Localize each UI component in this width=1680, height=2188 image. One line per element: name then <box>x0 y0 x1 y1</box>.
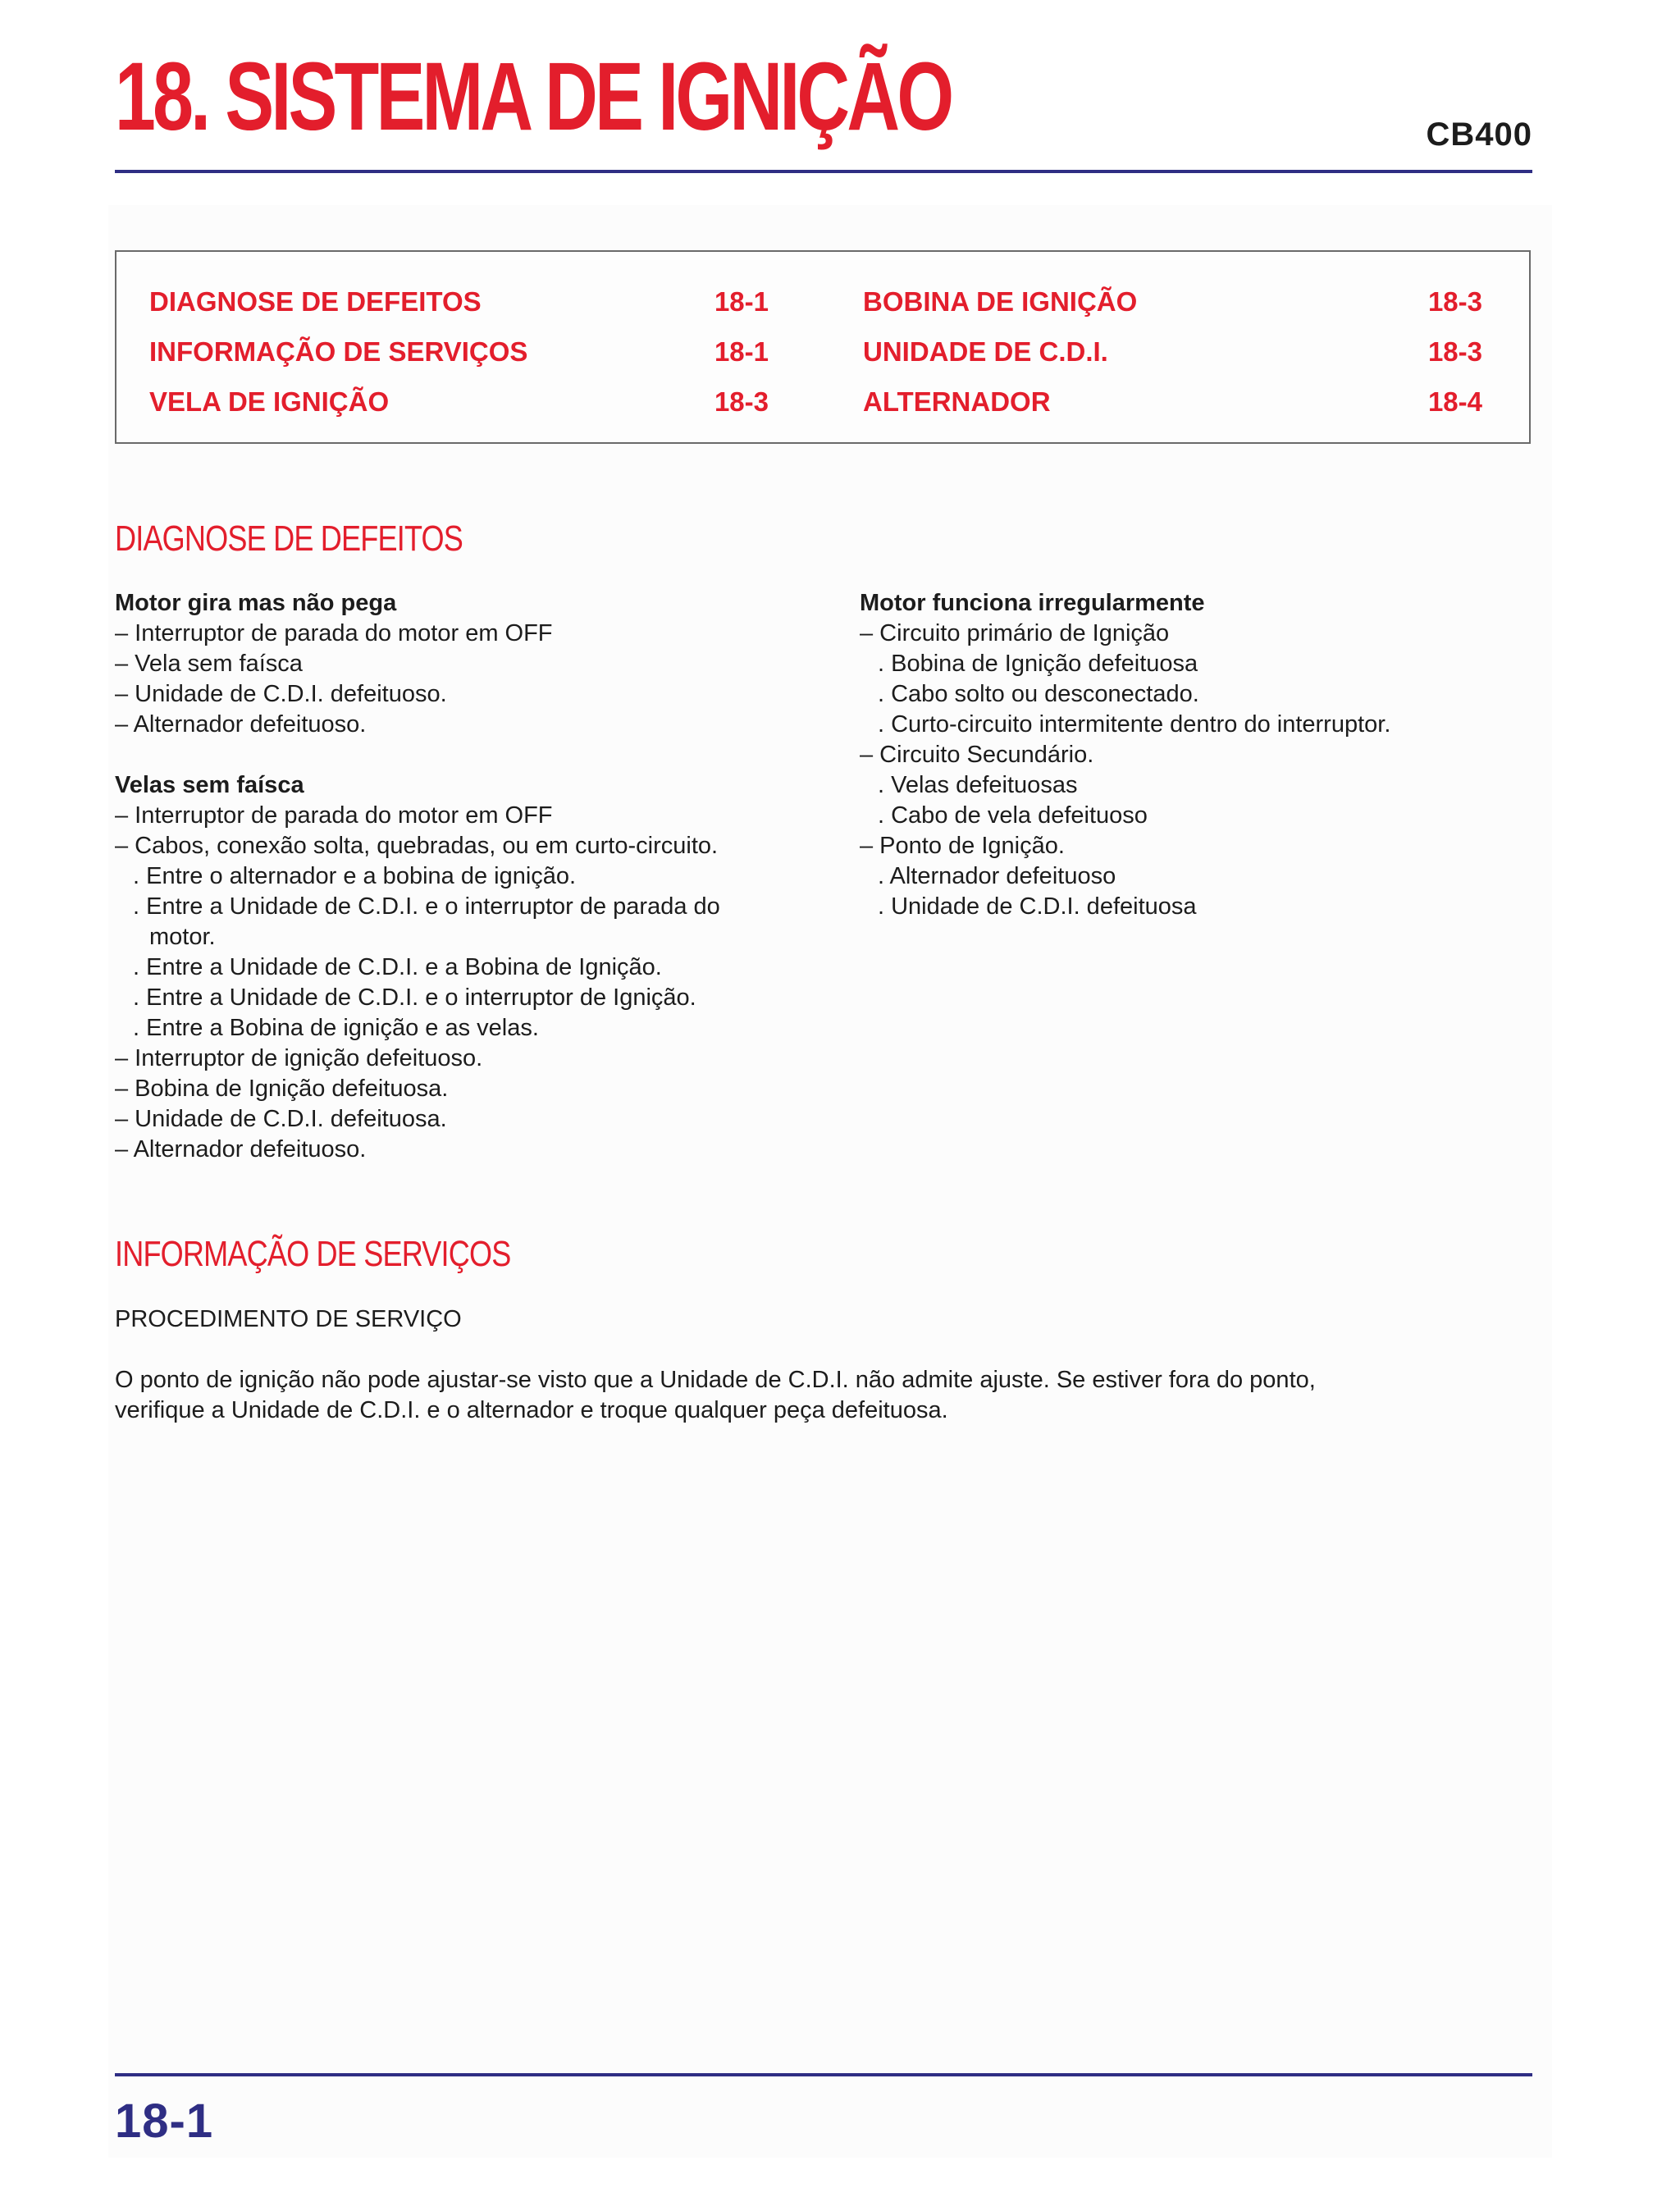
model-name: CB400 <box>1426 116 1532 153</box>
header-rule <box>115 170 1532 173</box>
list-item: – Ponto de Ignição. <box>860 833 1065 859</box>
list-item: – Unidade de C.D.I. defeituoso. <box>115 681 447 707</box>
toc-item-label: UNIDADE DE C.D.I. <box>863 336 1108 367</box>
list-item: – Vela sem faísca <box>115 651 303 677</box>
subheading: Velas sem faísca <box>115 772 304 798</box>
diagnose-right-column <box>860 588 1390 922</box>
service-paragraph-line: verifique a Unidade de C.D.I. e o alternador e troque qualquer peça defeituosa. <box>115 1397 948 1423</box>
subheading: Motor funciona irregularmente <box>860 590 1205 616</box>
list-item: . Entre o alternador e a bobina de ignição. <box>133 863 577 889</box>
list-item: . Bobina de Ignição defeituosa <box>878 651 1198 677</box>
toc-item[interactable] <box>149 377 769 427</box>
toc-column-left <box>149 276 769 427</box>
list-item: – Alternador defeituoso. <box>115 1136 367 1163</box>
toc-item[interactable] <box>149 327 769 377</box>
toc-item-label: BOBINA DE IGNIÇÃO <box>863 286 1138 317</box>
toc-item[interactable] <box>149 276 769 327</box>
chapter-title: 18. SISTEMA DE IGNIÇÃO <box>115 43 952 151</box>
list-item: – Interruptor de parada do motor em OFF <box>115 620 553 646</box>
toc-item-label: INFORMAÇÃO DE SERVIÇOS <box>149 336 528 367</box>
list-item: . Entre a Bobina de ignição e as velas. <box>133 1015 539 1041</box>
procedure-label: PROCEDIMENTO DE SERVIÇO <box>115 1306 462 1332</box>
list-item: . Entre a Unidade de C.D.I. e a Bobina de Ignição. <box>133 954 662 980</box>
toc-item-label: DIAGNOSE DE DEFEITOS <box>149 286 482 317</box>
list-item: . Entre a Unidade de C.D.I. e o interruptor de Ignição. <box>133 984 696 1011</box>
toc-item-page: 18-4 <box>1427 386 1482 417</box>
list-item: . Curto-circuito intermitente dentro do interruptor. <box>878 711 1391 738</box>
toc-item-page: 18-1 <box>714 286 769 317</box>
list-item: – Interruptor de ignição defeituoso. <box>115 1045 483 1071</box>
subheading: Motor gira mas não pega <box>115 590 397 616</box>
page-background <box>108 205 1552 2158</box>
toc-item-page: 18-3 <box>1427 336 1482 367</box>
list-item: – Bobina de Ignição defeituosa. <box>115 1076 449 1102</box>
service-info-body <box>115 1304 1316 1426</box>
toc-item-page: 18-3 <box>714 386 769 417</box>
footer-rule <box>115 2073 1532 2076</box>
service-paragraph-line: O ponto de ignição não pode ajustar-se visto que a Unidade de C.D.I. não admite ajuste. Se estiver fora do ponto, <box>115 1367 1316 1393</box>
list-item: . Unidade de C.D.I. defeituosa <box>878 893 1197 920</box>
toc-item[interactable] <box>863 276 1482 327</box>
list-item: motor. <box>149 924 216 950</box>
list-item: . Entre a Unidade de C.D.I. e o interruptor de parada do <box>133 893 720 920</box>
toc-item-label: ALTERNADOR <box>863 386 1051 417</box>
list-item: – Unidade de C.D.I. defeituosa. <box>115 1106 447 1132</box>
page-number: 18-1 <box>115 2094 214 2148</box>
list-item: – Alternador defeituoso. <box>115 711 367 738</box>
toc-item-page: 18-3 <box>1427 286 1482 317</box>
toc-item-page: 18-1 <box>714 336 769 367</box>
toc-column-right <box>863 276 1482 427</box>
toc-item[interactable] <box>863 327 1482 377</box>
section-heading-service-info: INFORMAÇÃO DE SERVIÇOS <box>115 1234 511 1274</box>
list-item: . Velas defeituosas <box>878 772 1078 798</box>
diagnose-left-column <box>115 588 720 1165</box>
list-item: – Cabos, conexão solta, quebradas, ou em curto-circuito. <box>115 833 719 859</box>
list-item: . Alternador defeituoso <box>878 863 1116 889</box>
list-item: – Interruptor de parada do motor em OFF <box>115 802 553 829</box>
blank-line <box>115 740 720 770</box>
table-of-contents <box>115 250 1531 444</box>
list-item: . Cabo solto ou desconectado. <box>878 681 1199 707</box>
section-heading-diagnose: DIAGNOSE DE DEFEITOS <box>115 518 463 559</box>
list-item: . Cabo de vela defeituoso <box>878 802 1148 829</box>
list-item: – Circuito Secundário. <box>860 742 1094 768</box>
toc-item[interactable] <box>863 377 1482 427</box>
toc-item-label: VELA DE IGNIÇÃO <box>149 386 390 417</box>
list-item: – Circuito primário de Ignição <box>860 620 1170 646</box>
